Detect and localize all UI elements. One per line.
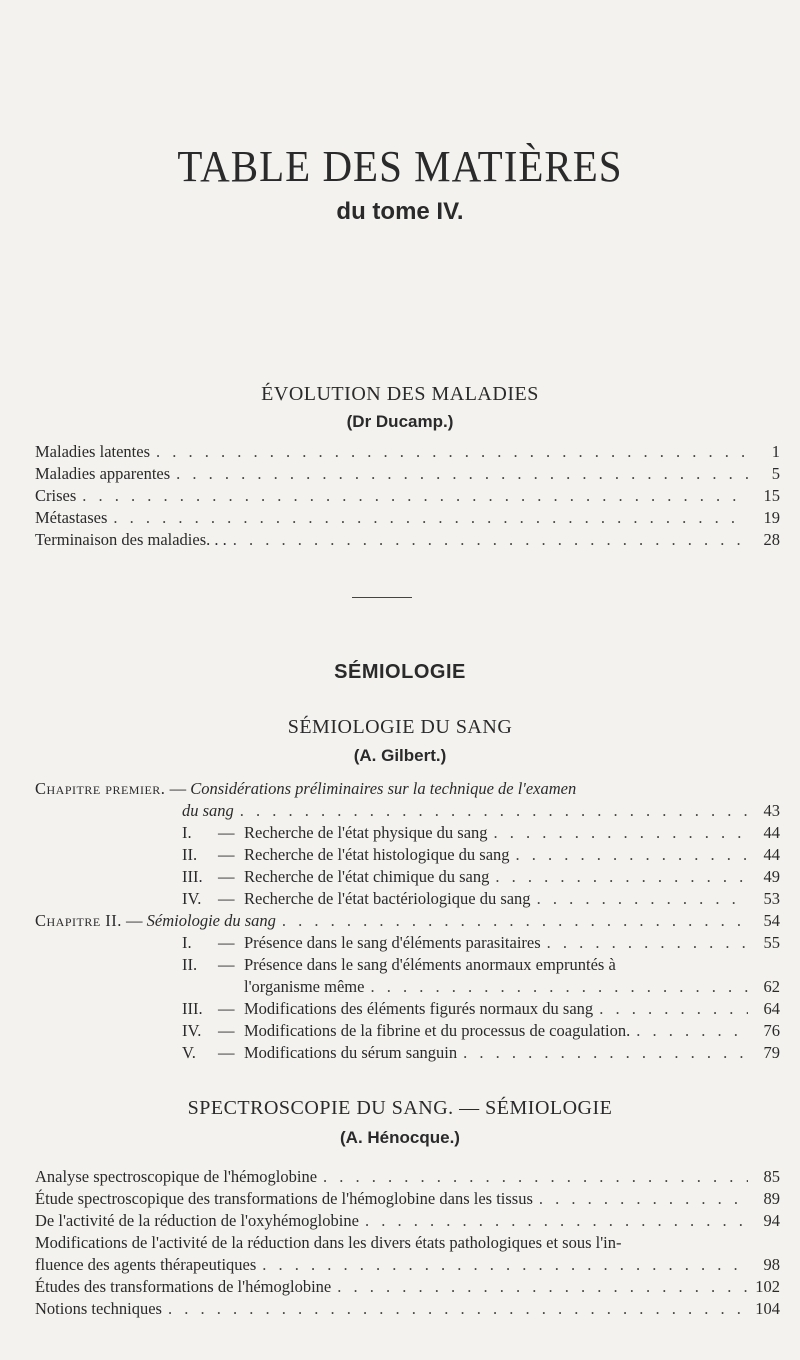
- toc-entry[interactable]: [182, 888, 780, 910]
- toc-entry-page: 94: [763, 1211, 780, 1230]
- section-title-spectro: SPECTROSCOPIE DU SANG. — SÉMIOLOGIE: [187, 1097, 613, 1119]
- toc-entry-line[interactable]: [182, 954, 616, 976]
- chapter-dash: —: [169, 779, 187, 798]
- toc-entry[interactable]: [35, 441, 780, 463]
- toc-entry-page: 98: [763, 1255, 780, 1274]
- leader-dots: [233, 529, 748, 551]
- toc-entry-page: 62: [763, 977, 780, 996]
- chapter-title-cont: du sang: [182, 801, 234, 820]
- toc-entry-label: Terminaison des maladies. . .: [35, 530, 227, 549]
- toc-entry-cont[interactable]: [35, 1254, 780, 1276]
- chapter-label: Chapitre premier.: [35, 779, 166, 798]
- leader-dots: [168, 1298, 748, 1320]
- toc-entry[interactable]: [182, 844, 780, 866]
- toc-entry-label-cont: fluence des agents thérapeutiques: [35, 1255, 257, 1274]
- chapter-1-heading-cont[interactable]: [182, 800, 780, 822]
- item-dash: —: [218, 867, 235, 886]
- toc-entry-page: 104: [755, 1299, 780, 1318]
- section-title-evolution: ÉVOLUTION DES MALADIES: [261, 383, 539, 405]
- item-dash: —: [218, 845, 235, 864]
- toc-entry-label: Recherche de l'état bactériologique du sang: [244, 889, 531, 908]
- leader-dots: [262, 1254, 748, 1276]
- chapter-1-heading[interactable]: [35, 778, 576, 800]
- toc-entry-label: Métastases: [35, 508, 108, 527]
- toc-entry-page: 79: [763, 1043, 780, 1062]
- leader-dots: [337, 1276, 748, 1298]
- chapter-2-heading[interactable]: [35, 910, 780, 932]
- item-number: IV.: [182, 889, 202, 908]
- section-author-sang: (A. Gilbert.): [353, 746, 447, 765]
- section-author-spectro: (A. Hénocque.): [340, 1128, 460, 1147]
- toc-entry-page: 19: [763, 508, 780, 527]
- leader-dots: [156, 441, 748, 463]
- leader-dots: [516, 844, 748, 866]
- section-title-sang: SÉMIOLOGIE DU SANG: [287, 716, 513, 738]
- toc-entry-page: 15: [763, 486, 780, 505]
- toc-entry[interactable]: [182, 1020, 780, 1042]
- toc-entry-label-cont: l'organisme même: [244, 977, 365, 996]
- section-author-evolution: (Dr Ducamp.): [346, 412, 454, 431]
- part-heading-semiologie: SÉMIOLOGIE: [334, 661, 466, 683]
- toc-entry-label: Analyse spectroscopique de l'hémoglobine: [35, 1167, 318, 1186]
- chapter-title: Considérations préliminaires sur la technique de l'examen: [190, 779, 577, 798]
- leader-dots: [323, 1166, 748, 1188]
- leader-dots: [539, 1188, 748, 1210]
- item-dash: —: [218, 955, 235, 974]
- item-number: I.: [182, 933, 192, 952]
- toc-entry-page: 1: [771, 442, 780, 461]
- toc-entry-label: Maladies latentes: [35, 442, 151, 461]
- toc-entry[interactable]: [182, 866, 780, 888]
- toc-entry[interactable]: [35, 1166, 780, 1188]
- toc-entry-label: Modifications de l'activité de la réduction dans les divers états pathologiques et sous l'in-: [35, 1233, 622, 1252]
- item-dash: —: [218, 999, 235, 1018]
- toc-entry-page: 85: [763, 1167, 780, 1186]
- toc-entry[interactable]: [182, 1042, 780, 1064]
- leader-dots: [463, 1042, 748, 1064]
- item-number: III.: [182, 999, 203, 1018]
- chapter-page: 43: [763, 801, 780, 820]
- toc-entry-label: Modifications des éléments figurés normaux du sang: [244, 999, 594, 1018]
- leader-dots: [494, 822, 748, 844]
- item-number: IV.: [182, 1021, 202, 1040]
- chapter-dash: —: [126, 911, 143, 930]
- item-number: II.: [182, 845, 198, 864]
- page-title: TABLE DES MATIÈRES: [177, 141, 623, 191]
- chapter-label: Chapitre II.: [35, 911, 122, 930]
- toc-entry-page: 89: [763, 1189, 780, 1208]
- toc-entry-line[interactable]: [35, 1232, 622, 1254]
- toc-entry-cont[interactable]: [244, 976, 780, 998]
- toc-entry-label: Modifications du sérum sanguin: [244, 1043, 458, 1062]
- toc-entry[interactable]: [35, 507, 780, 529]
- toc-entry[interactable]: [182, 932, 780, 954]
- chapter-title: Sémiologie du sang: [146, 911, 276, 930]
- toc-entry[interactable]: [35, 485, 780, 507]
- toc-entry-label: Recherche de l'état physique du sang: [244, 823, 488, 842]
- toc-entry[interactable]: [35, 1188, 780, 1210]
- item-number: III.: [182, 867, 203, 886]
- toc-entry[interactable]: [182, 998, 780, 1020]
- item-dash: —: [218, 1043, 235, 1062]
- toc-entry[interactable]: [35, 529, 780, 551]
- toc-entry-page: 44: [763, 845, 780, 864]
- item-dash: —: [218, 933, 235, 952]
- toc-entry-label: Modifications de la fibrine et du processus de coagulation.: [244, 1021, 631, 1040]
- toc-entry-label: Présence dans le sang d'éléments anormaux empruntés à: [244, 955, 616, 974]
- toc-entry-label: De l'activité de la réduction de l'oxyhémoglobine: [35, 1211, 359, 1230]
- toc-entry-page: 44: [763, 823, 780, 842]
- toc-entry-label: Présence dans le sang d'éléments parasitaires: [244, 933, 541, 952]
- leader-dots: [599, 998, 748, 1020]
- toc-entry-page: 64: [763, 999, 780, 1018]
- item-number: V.: [182, 1043, 196, 1062]
- toc-entry-page: 28: [763, 530, 780, 549]
- leader-dots: [176, 463, 748, 485]
- toc-entry-label: Études des transformations de l'hémoglobine: [35, 1277, 332, 1296]
- leader-dots: [82, 485, 748, 507]
- toc-entry-label: Recherche de l'état chimique du sang: [244, 867, 490, 886]
- item-number: II.: [182, 955, 198, 974]
- toc-entry[interactable]: [35, 1210, 780, 1232]
- toc-entry-label: Notions techniques: [35, 1299, 162, 1318]
- toc-entry-page: 49: [763, 867, 780, 886]
- toc-entry-label: Étude spectroscopique des transformations de l'hémoglobine dans les tissus: [35, 1189, 533, 1208]
- leader-dots: [113, 507, 748, 529]
- leader-dots: [537, 888, 748, 910]
- toc-entry[interactable]: [35, 1298, 780, 1320]
- leader-dots: [240, 800, 748, 822]
- item-dash: —: [218, 1021, 235, 1040]
- leader-dots: [495, 866, 748, 888]
- toc-entry-page: 76: [763, 1021, 780, 1040]
- toc-entry[interactable]: [182, 822, 780, 844]
- toc-entry-label: Maladies apparentes: [35, 464, 171, 483]
- leader-dots: [636, 1020, 748, 1042]
- item-dash: —: [218, 889, 235, 908]
- toc-entry-page: 102: [755, 1277, 780, 1296]
- leader-dots: [365, 1210, 748, 1232]
- chapter-page: 54: [763, 911, 780, 930]
- toc-entry[interactable]: [35, 463, 780, 485]
- toc-entry-label: Crises: [35, 486, 77, 505]
- toc-entry-label: Recherche de l'état histologique du sang: [244, 845, 510, 864]
- toc-entry-page: 5: [771, 464, 780, 483]
- item-number: I.: [182, 823, 192, 842]
- toc-entry-page: 53: [763, 889, 780, 908]
- leader-dots: [282, 910, 748, 932]
- toc-entry[interactable]: [35, 1276, 780, 1298]
- page-subtitle: du tome IV.: [336, 198, 464, 225]
- toc-entry-page: 55: [763, 933, 780, 952]
- leader-dots: [370, 976, 748, 998]
- item-dash: —: [218, 823, 235, 842]
- leader-dots: [547, 932, 748, 954]
- section-divider: [352, 597, 412, 598]
